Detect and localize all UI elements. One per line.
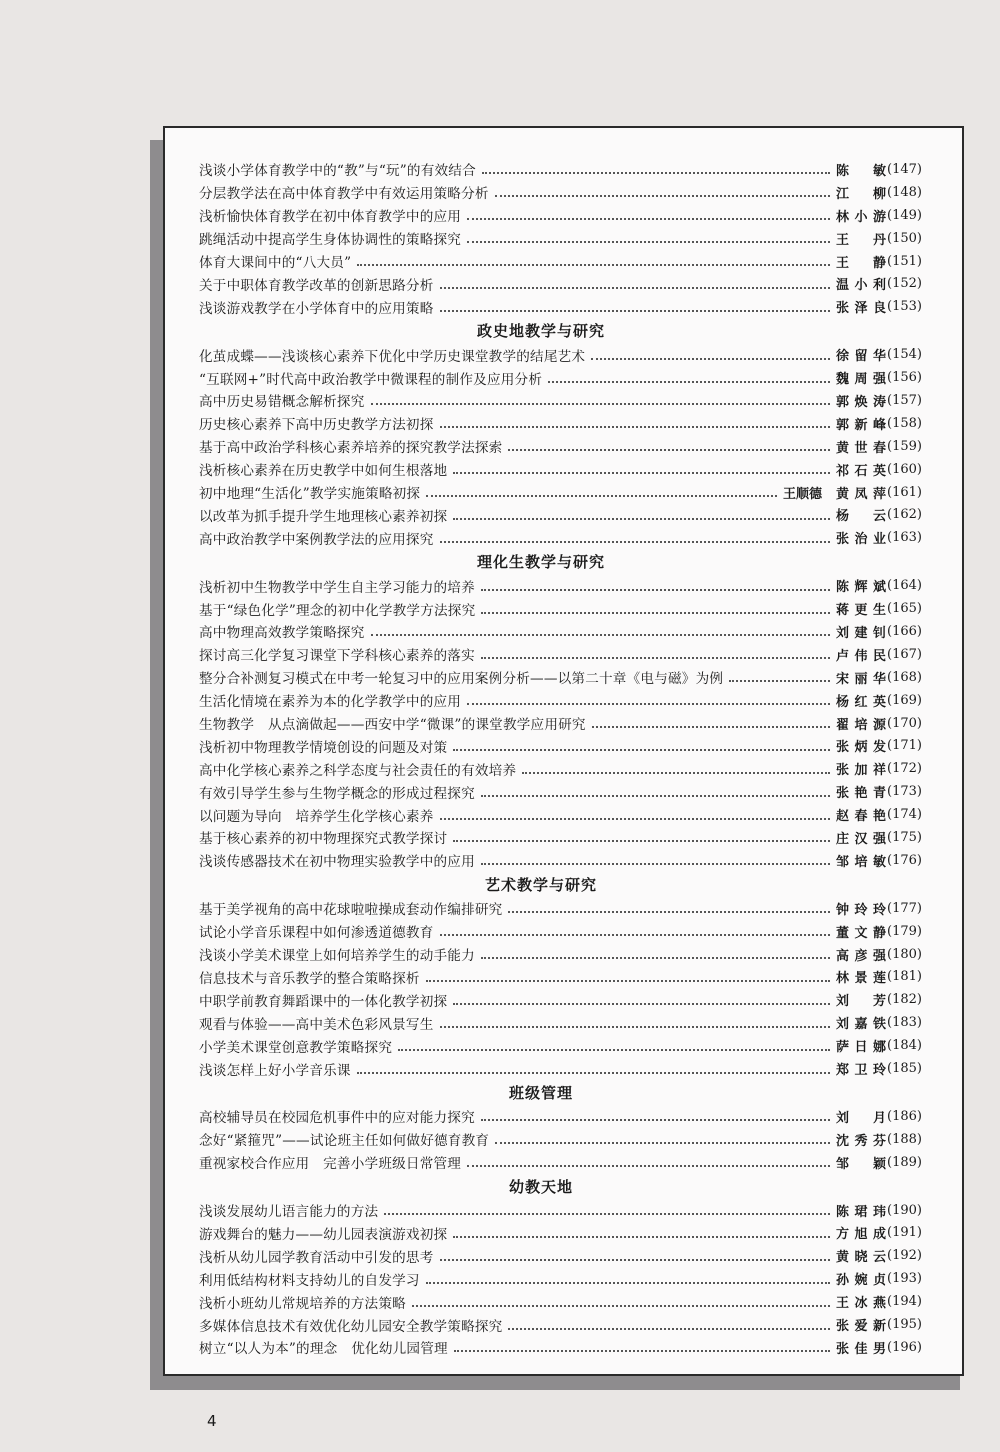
dot-leader xyxy=(467,218,830,220)
toc-entry xyxy=(199,666,923,689)
dot-leader xyxy=(426,1282,830,1284)
toc-entry xyxy=(199,803,923,826)
entry-title: “互联网+”时代高中政治教学中微课程的制作及应用分析 xyxy=(199,371,543,388)
entry-page: (169) xyxy=(887,692,922,708)
dot-leader xyxy=(357,1072,830,1074)
entry-page: (165) xyxy=(887,601,922,617)
entry-author: 方旭成 xyxy=(836,1227,886,1243)
toc-entry xyxy=(199,1105,923,1128)
entry-author: 卢伟民 xyxy=(836,648,886,664)
dot-leader xyxy=(426,495,777,497)
entry-title: 树立“以人为本”的理念 优化幼儿园管理 xyxy=(199,1341,448,1358)
dot-leader xyxy=(481,795,830,797)
page-number: 4 xyxy=(207,1412,217,1430)
toc-entry xyxy=(199,227,923,250)
entry-page: (161) xyxy=(887,484,922,500)
dot-leader xyxy=(481,1119,830,1121)
entry-author: 张泽良 xyxy=(836,301,886,317)
dot-leader xyxy=(440,310,831,312)
toc-entry xyxy=(199,1199,923,1222)
dot-leader xyxy=(440,426,831,428)
dot-leader xyxy=(454,1350,830,1352)
entry-author: 温小利 xyxy=(836,278,886,294)
entry-author: 林景莲 xyxy=(836,971,886,987)
dot-leader xyxy=(440,287,831,289)
entry-author: 刘建钊 xyxy=(836,625,886,641)
dot-leader xyxy=(384,1213,830,1215)
dot-leader xyxy=(467,241,830,243)
entry-page: (190) xyxy=(887,1202,922,1218)
entry-author: 赵春艳 xyxy=(836,809,886,825)
toc-entry xyxy=(199,1128,923,1151)
toc-entry xyxy=(199,158,923,181)
entry-title: 体育大课间中的“八大员” xyxy=(199,255,352,271)
entry-page: (186) xyxy=(887,1108,922,1124)
entry-author: 魏周强 xyxy=(836,372,886,388)
dot-leader xyxy=(467,703,830,705)
toc-list xyxy=(199,158,923,1359)
entry-page: (172) xyxy=(887,761,922,777)
entry-page: (192) xyxy=(887,1248,922,1264)
toc-entry xyxy=(199,1034,923,1057)
entry-author: 邹 颖 xyxy=(836,1156,886,1172)
dot-leader xyxy=(357,264,830,266)
dot-leader xyxy=(453,472,830,474)
toc-entry xyxy=(199,920,923,943)
toc-entry xyxy=(199,181,923,204)
entry-page: (185) xyxy=(887,1061,922,1076)
entry-author: 高彦强 xyxy=(836,948,886,964)
entry-page: (158) xyxy=(887,415,922,431)
entry-page: (180) xyxy=(887,946,922,962)
entry-title: 重视家校合作应用 完善小学班级日常管理 xyxy=(199,1156,462,1173)
entry-page: (193) xyxy=(887,1271,922,1287)
entry-page: (162) xyxy=(887,507,922,523)
entry-title: 生物教学 从点滴做起——西安中学“微课”的课堂教学应用研究 xyxy=(199,717,586,734)
entry-page: (149) xyxy=(887,207,922,223)
dot-leader xyxy=(467,1165,830,1167)
entry-title: 中职学前教育舞蹈课中的一体化教学初探 xyxy=(199,993,448,1010)
toc-entry xyxy=(199,988,923,1011)
toc-entry xyxy=(199,412,923,435)
entry-page: (164) xyxy=(887,578,922,594)
entry-page: (188) xyxy=(887,1131,922,1147)
entry-title: 浅谈怎样上好小学音乐课 xyxy=(199,1062,351,1079)
toc-entry xyxy=(199,849,923,872)
toc-entry xyxy=(199,389,923,412)
entry-page: (181) xyxy=(887,969,922,985)
entry-page: (196) xyxy=(887,1339,922,1355)
entry-title: 浅谈传感器技术在初中物理实验教学中的应用 xyxy=(199,854,475,871)
entry-author: 黄世春 xyxy=(836,440,886,456)
entry-page: (151) xyxy=(887,253,922,269)
dot-leader xyxy=(591,358,830,360)
entry-title: 生活化情境在素养为本的化学教学中的应用 xyxy=(199,694,462,711)
entry-author: 萨日娜 xyxy=(836,1040,886,1056)
entry-page: (147) xyxy=(887,161,922,177)
entry-author: 邹培敏 xyxy=(836,854,886,870)
entry-title: 信息技术与音乐教学的整合策略探析 xyxy=(199,970,420,987)
entry-page: (184) xyxy=(887,1038,922,1054)
toc-entry xyxy=(199,574,923,597)
toc-entry xyxy=(199,734,923,757)
entry-title: 浅谈小学美术课堂上如何培养学生的动手能力 xyxy=(199,948,475,965)
entry-title: 浅谈游戏教学在小学体育中的应用策略 xyxy=(199,300,434,317)
dot-leader xyxy=(481,657,830,659)
dot-leader xyxy=(426,980,830,982)
dot-leader xyxy=(481,863,830,865)
entry-page: (168) xyxy=(887,669,922,685)
toc-entry xyxy=(199,526,923,549)
entry-author: 江 柳 xyxy=(836,186,886,202)
section-heading: 政史地教学与研究 xyxy=(476,322,605,341)
toc-entry xyxy=(199,204,923,227)
dot-leader xyxy=(371,403,830,405)
dot-leader xyxy=(453,1236,830,1238)
entry-author: 庄汉强 xyxy=(836,831,886,847)
entry-page: (160) xyxy=(887,461,922,477)
dot-leader xyxy=(398,1049,830,1051)
toc-entry xyxy=(199,897,923,920)
toc-entry xyxy=(199,1011,923,1034)
dot-leader xyxy=(548,381,830,383)
entry-title: 以问题为导向 培养学生化学核心素养 xyxy=(199,808,434,825)
dot-leader xyxy=(508,1328,830,1330)
entry-author: 张炳发 xyxy=(836,740,886,756)
entry-author: 王 静 xyxy=(836,255,886,271)
entry-author: 沈秀芬 xyxy=(836,1133,886,1149)
entry-author: 翟培源 xyxy=(836,717,886,733)
dot-leader xyxy=(453,1003,830,1005)
toc-entry xyxy=(199,1290,923,1313)
entry-page: (179) xyxy=(887,923,922,939)
entry-author: 郑卫玲 xyxy=(836,1063,886,1078)
entry-page: (194) xyxy=(887,1294,922,1310)
entry-page: (170) xyxy=(887,715,922,731)
dot-leader xyxy=(508,911,830,913)
dot-leader xyxy=(729,680,830,682)
entry-title: 浅析小班幼儿常规培养的方法策略 xyxy=(199,1295,406,1312)
section-heading: 班级管理 xyxy=(508,1083,573,1102)
entry-page: (191) xyxy=(887,1225,922,1241)
toc-entry xyxy=(199,780,923,803)
entry-title: 基于“绿色化学”理念的初中化学教学方法探究 xyxy=(199,602,476,619)
entry-title: 以改革为抓手提升学生地理核心素养初探 xyxy=(199,508,448,525)
entry-title: 基于核心素养的初中物理探究式教学探讨 xyxy=(199,831,448,848)
entry-author: 黄晓云 xyxy=(836,1250,886,1266)
entry-page: (176) xyxy=(887,852,922,868)
dot-leader xyxy=(371,634,830,636)
toc-entry xyxy=(199,712,923,735)
section-heading: 幼教天地 xyxy=(508,1177,573,1196)
toc-entry xyxy=(199,1222,923,1245)
entry-page: (156) xyxy=(887,370,922,386)
entry-title: 关于中职体育教学改革的创新思路分析 xyxy=(199,277,434,294)
entry-page: (148) xyxy=(887,184,922,200)
entry-title: 高中政治教学中案例教学法的应用探究 xyxy=(199,531,434,548)
entry-title: 浅谈小学体育教学中的“教”与“玩”的有效结合 xyxy=(199,163,476,180)
entry-author: 张佳男 xyxy=(836,1341,886,1357)
entry-author: 蒋更生 xyxy=(836,603,886,619)
entry-title: 有效引导学生参与生物学概念的形成过程探究 xyxy=(199,785,475,802)
entry-author: 徐留华 xyxy=(836,349,886,365)
entry-author: 董文静 xyxy=(836,925,886,941)
entry-title: 高校辅导员在校园危机事件中的应对能力探究 xyxy=(199,1110,475,1127)
dot-leader xyxy=(508,449,830,451)
dot-leader xyxy=(481,612,830,614)
entry-title: 浅析从幼儿园学教育活动中引发的思考 xyxy=(199,1249,434,1266)
entry-page: (177) xyxy=(887,900,922,916)
dot-leader xyxy=(495,1142,830,1144)
dot-leader xyxy=(495,195,830,197)
entry-title: 分层教学法在高中体育教学中有效运用策略分析 xyxy=(199,186,489,203)
entry-page: (157) xyxy=(887,392,922,408)
dot-leader xyxy=(453,518,830,520)
entry-author: 黄凤萍 xyxy=(836,486,886,502)
toc-entry xyxy=(199,366,923,389)
entry-page: (159) xyxy=(887,438,922,454)
entry-title: 多媒体信息技术有效优化幼儿园安全教学策略探究 xyxy=(199,1318,503,1335)
toc-entry xyxy=(199,597,923,620)
dot-leader xyxy=(453,749,830,751)
entry-author: 张艳青 xyxy=(836,786,886,802)
dot-leader xyxy=(412,1305,830,1307)
toc-entry xyxy=(199,435,923,458)
entry-page: (163) xyxy=(887,530,922,546)
entry-page: (166) xyxy=(887,623,922,639)
toc-entry xyxy=(199,826,923,849)
dot-leader xyxy=(481,589,830,591)
entry-title: 利用低结构材料支持幼儿的自发学习 xyxy=(199,1272,420,1289)
dot-leader xyxy=(453,840,830,842)
entry-author: 郭新峰 xyxy=(836,417,886,433)
dot-leader xyxy=(440,818,831,820)
entry-author: 张治业 xyxy=(836,532,886,548)
dot-leader xyxy=(522,772,830,774)
entry-author: 刘 芳 xyxy=(836,994,886,1010)
entry-title: 试论小学音乐课程中如何渗透道德教育 xyxy=(199,925,434,942)
entry-page: (173) xyxy=(887,784,922,800)
toc-entry xyxy=(199,943,923,966)
entry-author: 钟玲玲 xyxy=(836,902,886,918)
entry-title: 念好“紧箍咒”——试论班主任如何做好德育教育 xyxy=(199,1133,490,1150)
toc-entry xyxy=(199,250,923,273)
entry-page: (174) xyxy=(887,807,922,823)
entry-title: 基于美学视角的高中花球啦啦操成套动作编排研究 xyxy=(199,902,503,919)
toc-entry xyxy=(199,1244,923,1267)
toc-entry xyxy=(199,481,923,504)
entry-title: 初中地理“生活化”教学实施策略初探 xyxy=(199,486,421,503)
entry-title: 高中化学核心素养之科学态度与社会责任的有效培养 xyxy=(199,762,517,779)
entry-title: 探讨高三化学复习课堂下学科核心素养的落实 xyxy=(199,648,475,665)
entry-author: 刘嘉铁 xyxy=(836,1017,886,1033)
entry-title: 小学美术课堂创意教学策略探究 xyxy=(199,1039,393,1056)
section-heading: 理化生教学与研究 xyxy=(476,553,605,572)
toc-entry xyxy=(199,757,923,780)
entry-page: (182) xyxy=(887,992,922,1008)
entry-page: (153) xyxy=(887,299,922,315)
entry-author: 张加祥 xyxy=(836,763,886,779)
toc-entry xyxy=(199,966,923,989)
entry-author: 宋丽华 xyxy=(836,671,886,687)
toc-entry xyxy=(199,620,923,643)
toc-entry xyxy=(199,1267,923,1290)
entry-page: (195) xyxy=(887,1317,922,1333)
toc-entry xyxy=(199,458,923,481)
toc-entry xyxy=(199,1336,923,1359)
toc-entry xyxy=(199,272,923,295)
entry-title: 化茧成蝶——浅谈核心素养下优化中学历史课堂教学的结尾艺术 xyxy=(199,348,586,365)
entry-page: (154) xyxy=(887,347,922,363)
entry-author: 刘 月 xyxy=(836,1110,886,1126)
entry-title: 游戏舞台的魅力——幼儿园表演游戏初探 xyxy=(199,1226,448,1243)
entry-author: 杨 云 xyxy=(836,509,886,525)
entry-title: 浅析初中物理教学情境创设的问题及对策 xyxy=(199,739,448,756)
toc-entry xyxy=(199,689,923,712)
dot-leader xyxy=(440,541,831,543)
entry-title: 浅析初中生物教学中学生自主学习能力的培养 xyxy=(199,579,475,596)
toc-entry xyxy=(199,503,923,526)
toc-entry xyxy=(199,295,923,318)
entry-author: 王冰燕 xyxy=(836,1296,886,1312)
toc-entry xyxy=(199,1057,923,1080)
entry-author: 陈珺玮 xyxy=(836,1204,886,1220)
entry-title: 基于高中政治学科核心素养培养的探究教学法探索 xyxy=(199,440,503,457)
section-heading: 艺术教学与研究 xyxy=(484,875,597,894)
entry-author: 王 丹 xyxy=(836,232,886,248)
toc-entry xyxy=(199,1313,923,1336)
toc-entry xyxy=(199,343,923,366)
entry-author: 祁石英 xyxy=(836,463,886,479)
entry-title: 高中历史易错概念解析探究 xyxy=(199,394,365,411)
toc-entry xyxy=(199,643,923,666)
table-of-contents xyxy=(163,126,964,1376)
entry-coauthor: 王顺德 xyxy=(782,486,822,502)
entry-page: (183) xyxy=(887,1015,922,1031)
dot-leader xyxy=(592,726,830,728)
entry-page: (152) xyxy=(887,276,922,292)
entry-page: (167) xyxy=(887,646,922,662)
entry-title: 观看与体验——高中美术色彩风景写生 xyxy=(199,1016,434,1033)
dot-leader xyxy=(440,1259,831,1261)
entry-author: 林小游 xyxy=(836,209,886,225)
entry-author: 孙婉贞 xyxy=(836,1273,886,1289)
entry-title: 浅谈发展幼儿语言能力的方法 xyxy=(199,1204,379,1221)
entry-author: 张爱新 xyxy=(836,1319,886,1335)
toc-entry xyxy=(199,1151,923,1174)
entry-page: (175) xyxy=(887,829,922,845)
entry-page: (171) xyxy=(887,738,922,754)
entry-title: 浅析愉快体育教学在初中体育教学中的应用 xyxy=(199,209,462,226)
entry-title: 高中物理高效教学策略探究 xyxy=(199,625,365,642)
entry-title: 跳绳活动中提高学生身体协调性的策略探究 xyxy=(199,232,462,249)
entry-author: 陈 敏 xyxy=(836,163,886,179)
entry-author: 陈辉斌 xyxy=(836,580,886,596)
entry-title: 整分合补测复习模式在中考一轮复习中的应用案例分析——以第二十章《电与磁》为例 xyxy=(199,671,724,688)
dot-leader xyxy=(482,172,830,174)
entry-page: (189) xyxy=(887,1154,922,1170)
dot-leader xyxy=(440,1026,831,1028)
entry-author: 郭焕涛 xyxy=(836,394,886,410)
entry-title: 历史核心素养下高中历史教学方法初探 xyxy=(199,417,434,434)
entry-page: (150) xyxy=(887,230,922,246)
dot-leader xyxy=(440,934,831,936)
dot-leader xyxy=(481,957,830,959)
entry-title: 浅析核心素养在历史教学中如何生根落地 xyxy=(199,463,448,480)
entry-author: 杨红英 xyxy=(836,694,886,710)
